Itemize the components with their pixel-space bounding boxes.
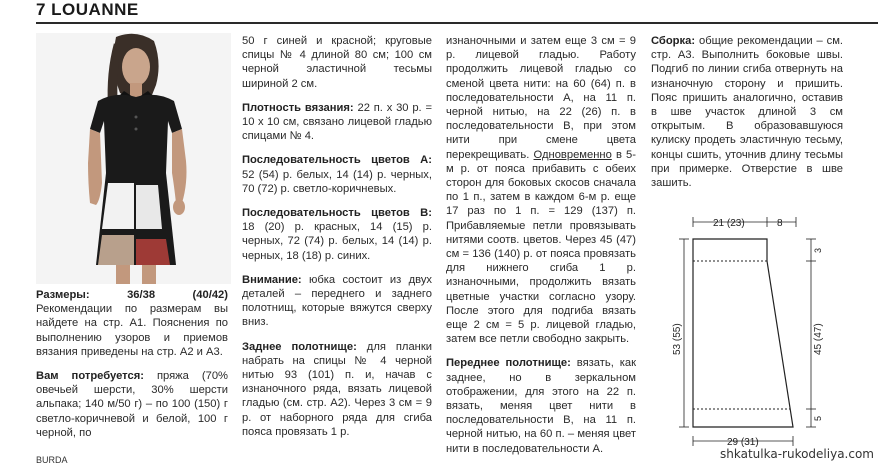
density-label: Плотность вязания: [242,101,354,114]
label-body-height: 45 (47) [813,323,824,355]
model-illustration [36,33,231,284]
back-panel-label: Заднее полотнище: [242,340,357,353]
assembly-label: Сборка: [651,35,696,47]
column-4 [651,34,843,200]
pattern-schematic [651,205,831,457]
label-bottom-width: 29 (31) [727,437,759,448]
back-panel-continued [446,34,636,346]
front-panel-text: вязать, как заднее, но в зеркальном отображении, для этого на 22 п. вязать, меняя цвет нити в последовательности В, на 11 п. черной нитью, на 60 п. – меняя цвет нити в последовательности А. [446,357,636,455]
back-panel-continued-b: в 5-м р. от пояса прибавить с обеих сторон для боковых скосов сначала по 1 п., затем в каждом 6-м р. еще 17 раз по 1 п. = 129 (137) п. Прибавляемые петли провязывать нитями соотв. цветов. Через 45 (47) см = 136 (140) р. от пояса провязать для нижнего сгиба 1 р. изнаночными, продолжить вязать цветные участки согласно узору. После этого для подгиба вязать еще 2 см = 5 р. лицевой гладью, затем все петли свободно закрыть. [446,148,636,346]
materials-text: пряжа (70% овечьей шерсти, 30% шерсти альпака; 140 м/50 г) – по 100 (150) г светло-коричневой и белой, 100 г черной, по [36,370,228,439]
back-panel-text: для планки набрать на спицы № 4 черной нитью 93 (101) п. и, начав с изнаночного ряда, вязать лицевой гладью (см. стр. А2). Через 3 см = 9 р. от наборного ряда для сгиба пояса провязать 1 р. [242,340,433,438]
sizes-paragraph [36,288,228,359]
back-panel-paragraph [242,340,432,439]
sequence-b-text: 18 (20) р. красных, 14 (15) р. черных, 72 (74) р. белых, 14 (14) р. черных, 18 (18) р. синих. [242,221,432,262]
assembly-text: общие рекомендации – см. стр. А3. Выполнить боковые швы. Подгиб по линии сгиба отвернуть на изнаночную сторону и пришить. Пояс пришить аналогично, оставив в шве участок длиной 3 см открытым. В образовавшуюся кулиску продеть эластичную тесьму, концы сшить, уточнив длину тесьмы при примерке. Отверстие в шве зашить. [651,35,844,190]
page-header [0,0,878,24]
front-panel-label: Переднее полотнище: [446,357,571,370]
sequence-b-label: Последовательность цветов В: [242,207,432,220]
sizes-text: Рекомендации по размерам вы найдете на стр. А1. Пояснения по выполнению узоров и приемов вязания приведены на стр. А2 и А3. [36,303,228,358]
sequence-a-paragraph [242,153,432,196]
header-rule [36,22,878,24]
sizes-label: Размеры: [36,289,90,301]
label-total-height: 53 (55) [672,323,683,355]
density-text: 22 п. х 30 р. = 10 х 10 см, связано лицевой гладью спицами № 4. [242,101,433,143]
label-waist: 3 [813,247,823,253]
page-title: 7 LOUANNE [36,0,139,19]
sizes-value: 36/38 (40/42) [127,289,228,301]
model-photo [36,33,231,284]
panel-outline [693,239,793,427]
materials-label: Вам потребуется: [36,370,144,383]
materials-continued: 50 г синей и красной; круговые спицы № 4 длиной 80 см; 100 см черной эластичной тесьмы шириной 2 см. [242,35,432,90]
back-panel-continued-a: изнаночными и затем еще 3 см = 9 р. лицевой гладью. Работу продолжить лицевой гладью со сменой цвета нити: на 60 (64) п. в последовательности А, на 11 п. черной нитью, на 22 (26) п. в последовательности В, при этом нити при смене цвета перекрещивать. [446,35,636,161]
materials-paragraph [36,369,228,440]
attention-label: Внимание: [242,273,302,286]
column-3 [446,34,636,466]
column-sizes [36,288,228,450]
front-panel-paragraph [446,356,636,455]
column-2 [242,34,432,449]
label-top-width: 21 (23) [713,218,745,229]
simultaneously-word: Одновременно [533,148,612,161]
density-paragraph [242,101,432,144]
sequence-b-paragraph [242,206,432,263]
site-watermark[interactable]: shkatulka-rukodeliya.com [720,447,874,461]
sequence-a-label: Последовательность цветов А: [242,154,432,167]
attention-paragraph [242,273,432,330]
label-hem: 5 [813,415,823,421]
assembly-paragraph [651,34,843,190]
sequence-a-text: 52 (54) р. белых, 14 (14) р. черных, 70 (72) р. светло-коричневых. [242,168,432,195]
attention-text: юбка состоит из двух деталей – переднего и заднего полотнищ, которые вяжутся сверху вниз. [242,273,433,329]
label-top-right: 8 [777,218,783,229]
footer-magazine-name: BURDA [36,455,68,465]
